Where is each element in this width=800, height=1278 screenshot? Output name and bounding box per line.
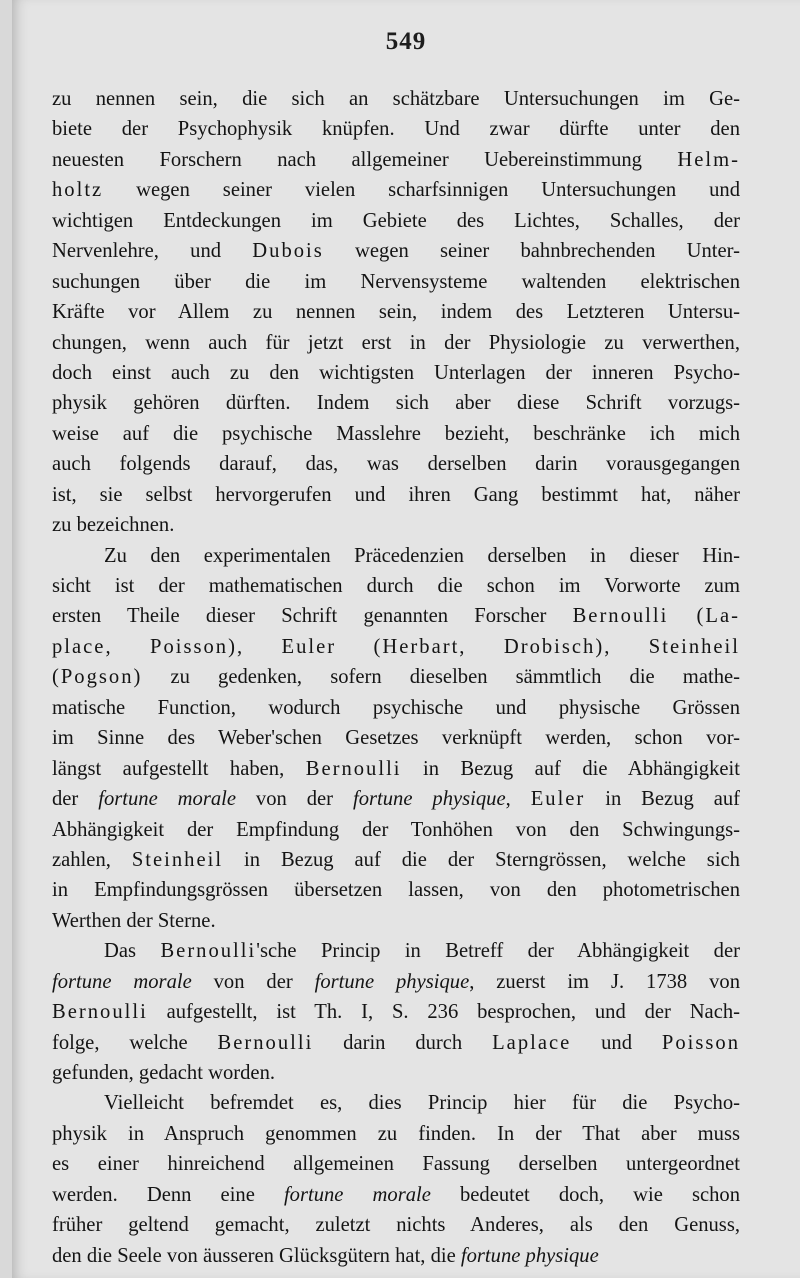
text-segment: sicht ist der mathematischen durch die schon im Vorworte zum	[52, 575, 740, 597]
text-segment: neuesten Forschern nach allgemeiner Uebereinstimmung	[52, 148, 678, 171]
text-segment: ,	[505, 788, 531, 811]
italic-text: fortune morale	[98, 788, 236, 811]
italic-text: fortune physique	[460, 1244, 599, 1267]
spaced-name: Bernoulli	[305, 757, 402, 780]
spaced-name: Steinheil	[131, 848, 224, 871]
text-segment: bedeutet doch, wie schon	[430, 1183, 740, 1206]
text-line	[52, 632, 740, 662]
text-line	[52, 906, 740, 936]
text-line	[52, 601, 740, 631]
spaced-name: Bernoulli (La-	[572, 605, 740, 628]
text-segment: darin durch	[313, 1031, 493, 1054]
text-line	[52, 510, 740, 540]
text-segment: längst aufgestellt haben,	[52, 757, 306, 780]
text-segment: , zuerst im J. 1738 von	[469, 970, 740, 993]
text-segment: gefunden, gedacht worden.	[52, 1062, 276, 1084]
text-line	[52, 541, 740, 571]
text-segment: wegen seiner vielen scharfsinnigen Untersuchungen und	[103, 179, 740, 202]
text-segment: früher geltend gemacht, zuletzt nichts Anderes, als den Genuss,	[52, 1214, 740, 1237]
text-line	[52, 1241, 740, 1271]
text-segment: aufgestellt, ist Th. I, S. 236 besprochen, und der Nach-	[147, 1001, 740, 1024]
text-segment: zu gedenken, sofern dieselben sämmtlich die mathe-	[142, 666, 740, 689]
text-segment: wichtigen Entdeckungen im Gebiete des Lichtes, Schalles, der	[52, 209, 740, 232]
text-segment: Nervenlehre, und	[52, 240, 253, 263]
text-segment: chungen, wenn auch für jetzt erst in der Physiologie zu verwerthen,	[52, 331, 740, 354]
text-line	[52, 1149, 740, 1179]
text-line	[52, 1088, 740, 1118]
italic-text: fortune morale	[283, 1183, 431, 1206]
spaced-name: Euler	[530, 788, 586, 811]
text-segment: es einer hinreichend allgemeinen Fassung derselben untergeordnet	[52, 1153, 740, 1176]
text-line	[52, 236, 740, 266]
text-segment: doch einst auch zu den wichtigsten Unterlagen der inneren Psycho-	[52, 361, 740, 384]
text-segment: zu bezeichnen.	[52, 514, 175, 537]
text-segment: von der	[236, 788, 353, 811]
text-line	[52, 388, 740, 418]
text-segment: Werthen der Sterne.	[52, 909, 216, 932]
text-line	[52, 1180, 740, 1210]
text-line	[52, 84, 740, 114]
text-segment: zu nennen sein, die sich an schätzbare Untersuchungen im Ge-	[52, 88, 740, 110]
spaced-name: Dubois	[252, 240, 324, 263]
text-line	[52, 328, 740, 358]
text-segment: der	[52, 788, 99, 811]
text-segment: Vielleicht befremdet es, dies Princip hier für die Psycho-	[104, 1092, 740, 1115]
text-line	[52, 571, 740, 601]
text-line	[52, 358, 740, 388]
text-segment: zahlen,	[52, 848, 132, 871]
text-segment: Kräfte vor Allem zu nennen sein, indem des Letzteren Untersu-	[52, 301, 740, 324]
spaced-name: Poisson	[661, 1031, 740, 1054]
text-segment: den die Seele von äusseren Glücksgütern hat, die	[52, 1244, 461, 1267]
text-line	[52, 145, 740, 175]
spaced-name: (Pogson)	[52, 666, 143, 689]
spaced-name: Helm-	[677, 148, 740, 171]
text-line	[52, 1210, 740, 1240]
italic-text: fortune physique	[352, 788, 506, 811]
text-line	[52, 175, 740, 205]
text-line	[52, 1119, 740, 1149]
text-segment: ist, sie selbst hervorgerufen und ihren Gang bestimmt hat, näher	[52, 483, 740, 506]
text-line	[52, 297, 740, 327]
text-segment: in Empfindungsgrössen übersetzen lassen, von den photometrischen	[52, 879, 740, 902]
text-segment: in Bezug auf die der Sterngrössen, welche sich	[223, 848, 740, 871]
text-segment: physik in Anspruch genommen zu finden. In der That aber muss	[52, 1122, 740, 1145]
text-segment: 'sche Princip in Betreff der Abhängigkeit der	[256, 940, 740, 963]
spaced-name: Laplace	[492, 1031, 572, 1054]
text-line	[52, 662, 740, 692]
book-page	[12, 0, 800, 1278]
text-segment: werden. Denn eine	[52, 1183, 284, 1206]
text-segment: von der	[191, 970, 315, 993]
text-line	[52, 419, 740, 449]
text-segment: weise auf die psychische Masslehre bezieht, beschränke ich mich	[52, 422, 740, 445]
text-segment: auch folgends darauf, das, was derselben darin vorausgegangen	[52, 453, 740, 476]
text-segment: suchungen über die im Nervensysteme waltenden elektrischen	[52, 270, 740, 293]
text-line	[52, 480, 740, 510]
text-segment: ersten Theile dieser Schrift genannten Forscher	[52, 605, 573, 628]
text-line	[52, 875, 740, 905]
spaced-name: place, Poisson), Euler (Herbart, Drobisch), Steinheil	[52, 635, 740, 658]
text-segment: in Bezug auf	[585, 788, 740, 811]
text-line	[52, 936, 740, 966]
italic-text: fortune physique	[314, 970, 470, 993]
spaced-name: Bernoulli	[217, 1031, 314, 1054]
text-segment: und	[571, 1031, 662, 1054]
text-line	[52, 784, 740, 814]
text-line	[52, 754, 740, 784]
spaced-name: holtz	[52, 179, 104, 202]
text-segment: biete der Psychophysik knüpfen. Und zwar dürfte unter den	[52, 118, 740, 141]
text-line	[52, 967, 740, 997]
text-line	[52, 1028, 740, 1058]
spaced-name: Bernoulli	[160, 940, 257, 963]
text-line	[52, 114, 740, 144]
page-number: 549	[385, 28, 427, 55]
text-line	[52, 815, 740, 845]
text-segment: Abhängigkeit der Empfindung der Tonhöhen von den Schwingungs-	[52, 818, 740, 841]
text-line	[52, 206, 740, 236]
text-line	[52, 845, 740, 875]
text-line	[52, 1058, 740, 1088]
text-line	[52, 693, 740, 723]
text-segment: in Bezug auf die Abhängigkeit	[401, 757, 740, 780]
text-segment: im Sinne des Weber'schen Gesetzes verknüpft werden, schon vor-	[52, 727, 740, 750]
text-line	[52, 997, 740, 1027]
text-segment: folge, welche	[52, 1031, 218, 1054]
text-line	[52, 267, 740, 297]
spaced-name: Bernoulli	[52, 1001, 148, 1024]
text-segment: matische Function, wodurch psychische und physische Grössen	[52, 696, 740, 719]
text-segment: physik gehören dürften. Indem sich aber diese Schrift vorzugs-	[52, 392, 740, 415]
text-segment: wegen seiner bahnbrechenden Unter-	[323, 240, 740, 263]
text-segment: Das	[104, 940, 161, 963]
text-line	[52, 449, 740, 479]
text-segment: Zu den experimentalen Präcedenzien derselben in dieser Hin-	[104, 544, 740, 567]
body-text	[52, 84, 740, 1271]
italic-text: fortune morale	[52, 970, 192, 993]
text-line	[52, 723, 740, 753]
